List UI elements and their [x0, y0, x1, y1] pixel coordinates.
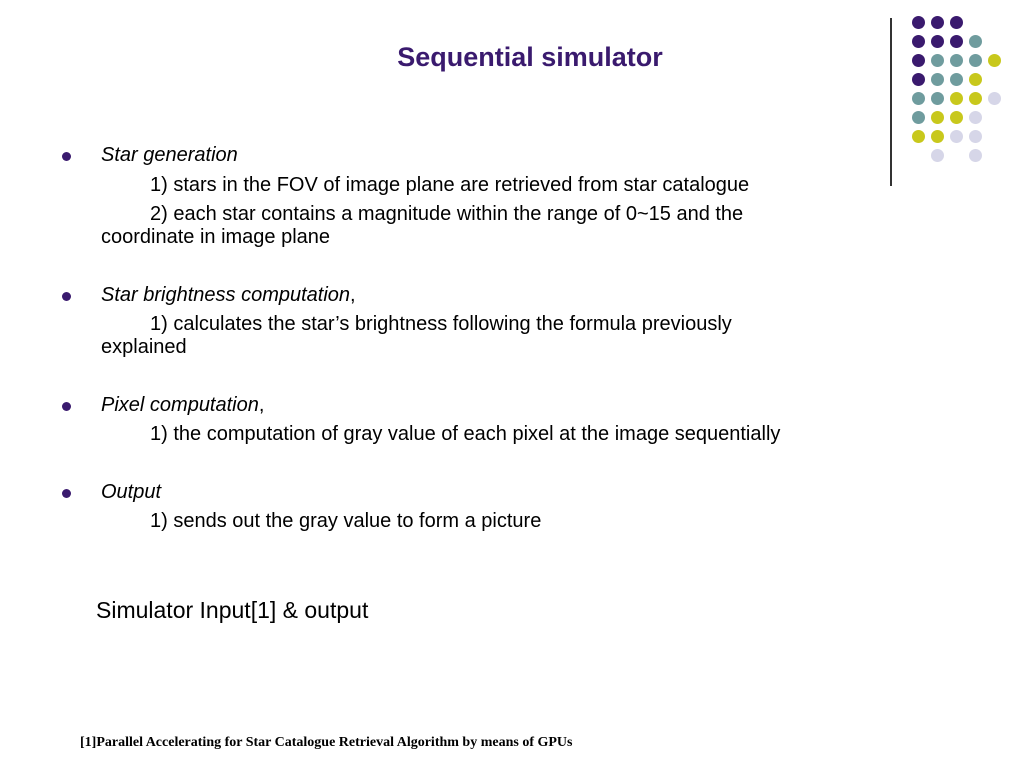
- decor-dot: [931, 73, 944, 86]
- decor-dot: [950, 111, 963, 124]
- decor-dot: [912, 35, 925, 48]
- bullet-subitem-continuation: coordinate in image plane: [101, 226, 331, 248]
- decor-dot: [950, 35, 963, 48]
- decor-dot: [931, 92, 944, 105]
- bullet-icon: [62, 402, 71, 411]
- decor-dot: [969, 130, 982, 143]
- bullet-subitem-continuation: explained: [101, 336, 187, 358]
- bullet-icon: [62, 152, 71, 161]
- bullet-heading-output: [101, 480, 161, 504]
- decor-dot: [950, 73, 963, 86]
- decor-dot: [969, 92, 982, 105]
- bullet-heading-text: Star brightness computation: [101, 284, 351, 306]
- decor-dot: [931, 149, 944, 162]
- decor-dot: [969, 54, 982, 67]
- bullet-subitem: 1) calculates the star’s brightness following the formula previously: [150, 313, 732, 335]
- bullet-subitem: 2) each star contains a magnitude within the range of 0~15 and the: [150, 203, 744, 225]
- bullet-subitem: 1) sends out the gray value to form a picture: [150, 510, 542, 532]
- bullet-heading-text: Star generation: [101, 144, 238, 166]
- decor-dot: [931, 54, 944, 67]
- decor-dot: [950, 54, 963, 67]
- decor-dot: [950, 92, 963, 105]
- decor-dot: [969, 35, 982, 48]
- figure-caption: Simulator Input[1] & output: [96, 597, 369, 623]
- reference-footnote: [1]Parallel Accelerating for Star Catalogue Retrieval Algorithm by means of GPUs: [80, 735, 573, 750]
- decor-dot: [969, 73, 982, 86]
- decor-dot: [912, 130, 925, 143]
- decor-dot: [912, 16, 925, 29]
- bullet-heading-text: Pixel computation: [101, 394, 259, 416]
- bullet-heading-suffix: ,: [258, 394, 265, 416]
- bullet-heading-star-brightness: [101, 283, 356, 307]
- bullet-icon: [62, 292, 71, 301]
- bullet-subitem: 1) the computation of gray value of each pixel at the image sequentially: [150, 423, 781, 445]
- decor-dot: [912, 92, 925, 105]
- decor-dot: [912, 111, 925, 124]
- bullet-heading-text: Output: [101, 481, 162, 503]
- bullet-heading-suffix: ,: [350, 284, 356, 306]
- decor-dot: [931, 111, 944, 124]
- decor-dot: [950, 130, 963, 143]
- decor-dot: [912, 54, 925, 67]
- decor-dot: [969, 149, 982, 162]
- slide-title: Sequential simulator: [397, 42, 663, 72]
- decor-dot: [969, 111, 982, 124]
- bullet-subitem: 1) stars in the FOV of image plane are retrieved from star catalogue: [150, 174, 750, 196]
- vertical-divider: [890, 18, 892, 186]
- bullet-icon: [62, 489, 71, 498]
- bullet-heading-pixel-computation: [101, 393, 264, 417]
- decor-dot: [988, 92, 1001, 105]
- bullet-heading-star-generation: [101, 143, 238, 167]
- decor-dot: [912, 73, 925, 86]
- decor-dot: [931, 35, 944, 48]
- decor-dot: [931, 16, 944, 29]
- decor-dot: [931, 130, 944, 143]
- decor-dot: [988, 54, 1001, 67]
- decor-dot: [950, 16, 963, 29]
